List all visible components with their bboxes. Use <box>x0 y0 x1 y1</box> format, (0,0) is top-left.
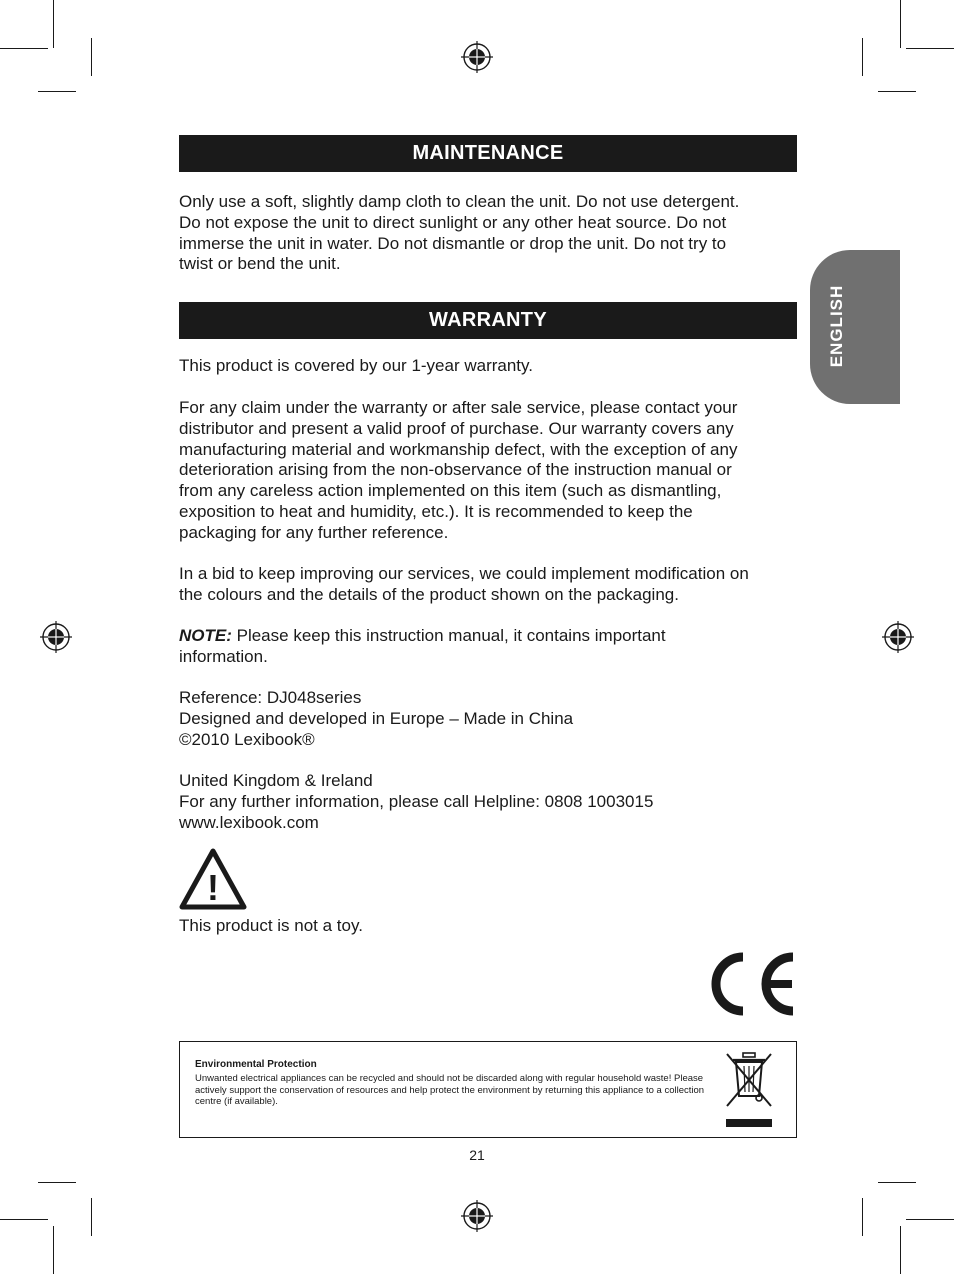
ce-mark-icon <box>697 948 798 1020</box>
crop-mark <box>878 91 916 92</box>
crop-mark <box>906 48 954 49</box>
warning-triangle-icon <box>179 848 247 910</box>
crop-mark <box>53 1226 54 1274</box>
crop-mark <box>91 38 92 76</box>
warranty-improvement-text: In a bid to keep improving our services, we could implement modification on the colours and the details of the product shown on the packaging. <box>179 564 749 604</box>
environmental-protection-text: Unwanted electrical appliances can be recycled and should not be discarded along with regular household waste! Please actively support the conservation of resources and help protect the environment by returning this appliance to a collection centre (if available). <box>195 1073 705 1107</box>
note-label: NOTE: <box>179 626 232 645</box>
page-number: 21 <box>469 1147 485 1163</box>
crop-mark <box>862 1198 863 1236</box>
warranty-intro: This product is covered by our 1-year warranty. <box>179 356 533 375</box>
contact-block: United Kingdom & Ireland For any further information, please call Helpline: 0808 1003015 www.lexibook.com <box>179 771 799 833</box>
registration-mark-icon <box>39 620 73 654</box>
crop-mark <box>0 48 48 49</box>
crop-mark <box>38 1182 76 1183</box>
crop-mark <box>91 1198 92 1236</box>
crop-mark <box>38 91 76 92</box>
not-a-toy-warning: This product is not a toy. <box>179 916 363 935</box>
language-tab <box>810 250 900 404</box>
crop-mark <box>0 1219 48 1220</box>
crop-mark <box>878 1182 916 1183</box>
warning-symbol: ! <box>207 867 219 908</box>
maintenance-heading: MAINTENANCE <box>179 135 797 172</box>
warranty-heading: WARRANTY <box>179 302 797 339</box>
crop-mark <box>906 1219 954 1220</box>
crop-mark <box>900 0 901 48</box>
maintenance-text: Only use a soft, slightly damp cloth to clean the unit. Do not use detergent. Do not expose the unit to direct sunlight or any other heat source. Do not immerse the unit in water. Do not dismantle or drop the unit. Do not try to twist or bend the unit. <box>179 192 740 274</box>
crop-mark <box>53 0 54 48</box>
registration-mark-icon <box>881 620 915 654</box>
website-link[interactable]: www.lexibook.com <box>179 812 319 832</box>
crossed-out-bin-icon <box>724 1050 774 1130</box>
warranty-claim-text: For any claim under the warranty or after sale service, please contact your distributor and present a valid proof of purchase. Our warranty covers any manufacturing material and workmanship defect, with the exception of any deterioration arising from the non-observance of the instruction manual or from any careless action implemented on this item (such as dismantling, exposition to heat and humidity, etc.). It is recommended to keep the packaging for any further reference. <box>179 398 738 542</box>
warranty-note: NOTE: Please keep this instruction manual, it contains important information. <box>179 626 666 666</box>
registration-mark-icon <box>460 40 494 74</box>
reference-block: Reference: DJ048series Designed and developed in Europe – Made in China ©2010 Lexibook® <box>179 688 574 749</box>
registration-mark-icon <box>460 1199 494 1233</box>
crop-mark <box>862 38 863 76</box>
environmental-protection-title: Environmental Protection <box>195 1059 317 1070</box>
crop-mark <box>900 1226 901 1274</box>
language-tab-label: ENGLISH <box>827 284 846 368</box>
